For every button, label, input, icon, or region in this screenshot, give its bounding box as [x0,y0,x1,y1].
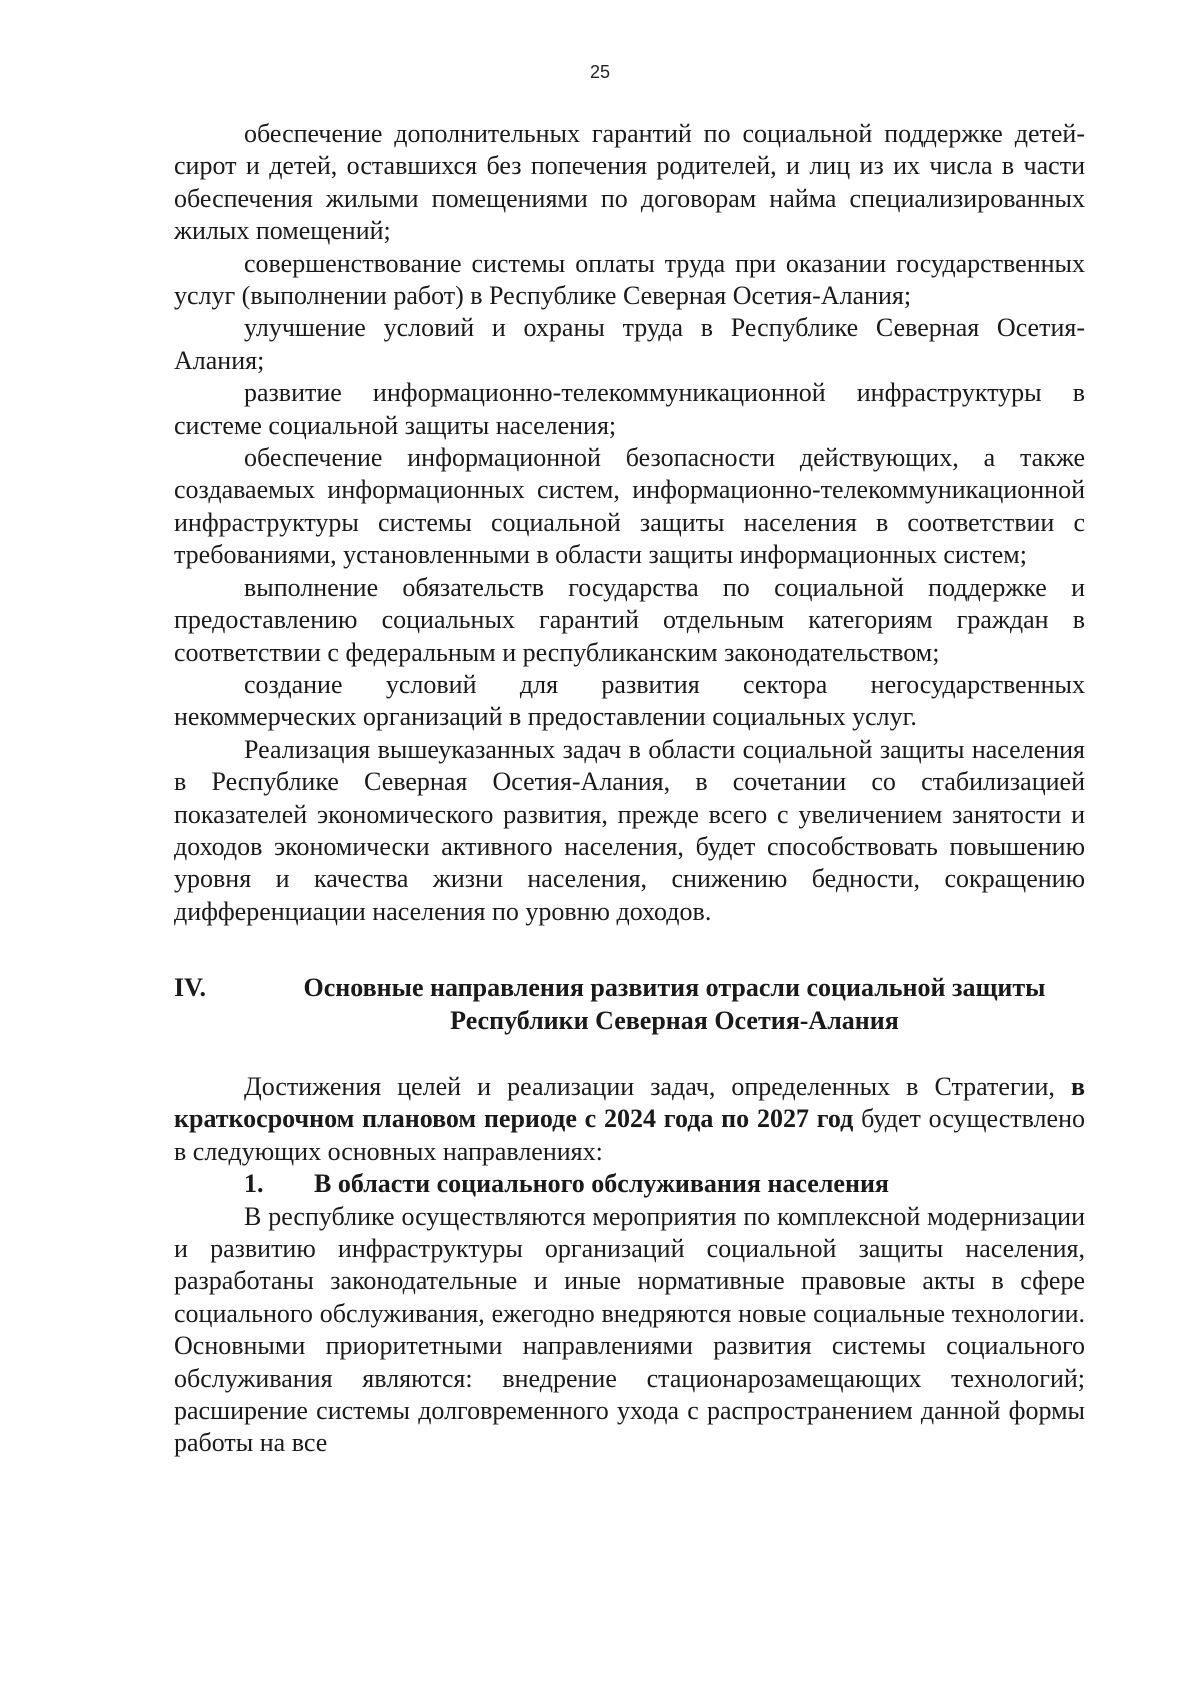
intro-paragraph [174,1071,1085,1168]
paragraph: выполнение обязательств государства по социальной поддержке и предоставлению социальных гарантий отдельным категориям граждан в соответствии с федеральным и республиканским законодательством; [174,572,1085,667]
subsection-heading [174,1168,1085,1200]
section-title-line-1: Основные направления развития отрасли социальной защиты [303,973,1046,1003]
paragraph: В республике осуществляются мероприятия по комплексной модернизации и развитию инфраструктуры организаций социальной защиты населения, разработаны законодательные и иные нормативные правовые акты в сфере социального обслуживания, ежегодно внедряются новые социальные технологии. Основными приоритетными направлениями развития системы социального обслуживания являются: внедрение стационарозамещающих технологий; расширение системы долговременного ухода с распространением данной формы работы на все [174,1201,1085,1458]
subsection-title: В области социального обслуживания населения [314,1169,889,1199]
document-body [174,118,1085,1460]
paragraph: Реализация вышеуказанных задач в области социальной защиты населения в Республике Северная Осетия-Алания, в сочетании со стабилизацией показателей экономического развития, прежде всего с увеличением занятости и доходов экономически активного населения, будет способствовать повышению уровня и качества жизни населения, снижению бедности, сокращению дифференциации населения по уровню доходов. [174,734,1085,926]
paragraph: обеспечение дополнительных гарантий по социальной поддержке детей-сирот и детей, оставшихся без попечения родителей, и лиц из их числа в части обеспечения жилыми помещениями по договорам найма специализированных жилых помещений; [174,119,1085,246]
section-number: IV. [174,973,207,1003]
subsection-number: 1. [244,1169,264,1199]
section-title-line-2: Республики Северная Осетия-Алания [450,1005,899,1035]
spacer [174,1037,1085,1071]
section-heading [174,972,1085,1037]
page-number: 25 [589,62,611,82]
intro-text-end: будет осуществлено в следующих основных направлениях: [174,1104,1085,1166]
paragraph: совершенствование системы оплаты труда при оказании государственных услуг (выполнении работ) в Республике Северная Осетия-Алания; [174,248,1085,311]
paragraph: создание условий для развития сектора негосударственных некоммерческих организаций в предоставлении социальных услуг. [174,669,1085,732]
intro-text-start: Достижения целей и реализации задач, определенных в Стратегии, [244,1071,1071,1101]
paragraph: улучшение условий и охраны труда в Республике Северная Осетия-Алания; [174,313,1085,375]
intro-text-bold: в краткосрочном плановом периоде с 2024 года по 2027 год [174,1071,1085,1134]
section-title [264,972,1085,1037]
paragraph: обеспечение информационной безопасности действующих, а также создаваемых информационных систем, информационно-телекоммуникационной инфраструктуры системы социальной защиты населения в соответствии с требованиями, установленными в области защиты информационных систем; [174,443,1085,570]
paragraph: развитие информационно-телекоммуникационной инфраструктуры в системе социальной защиты населения; [174,378,1085,440]
